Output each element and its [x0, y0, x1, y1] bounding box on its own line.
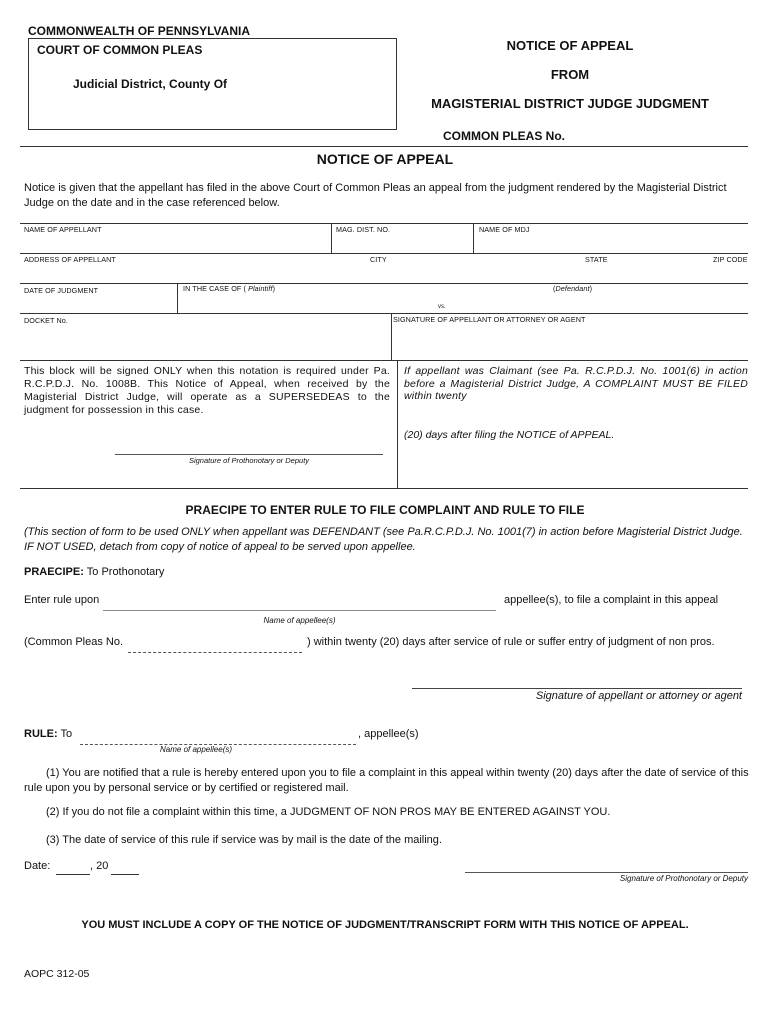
district-label: Judicial District, County Of	[73, 77, 228, 91]
table-divider	[473, 223, 474, 253]
defendant-label: Defendant	[555, 284, 590, 293]
praecipe-heading: PRAECIPE TO ENTER RULE TO FILE COMPLAINT AND RULE TO FILE	[185, 503, 585, 517]
supersedeas-text: This block will be signed ONLY when this notation is required under Pa. R.C.P.D.J. No. 1008B. This Notice of Appeal, when received by the Magisterial District Judge, will operate as a SUPERSEDEAS to the judgment for possession in this case.	[24, 365, 390, 416]
appellees-file-label: appellee(s), to file a complaint in this appeal	[504, 594, 719, 606]
common-pleas-number-line[interactable]	[128, 652, 302, 653]
address-of-appellant-field[interactable]: ADDRESS OF APPELLANT	[24, 255, 116, 264]
date-field-line[interactable]	[56, 874, 90, 875]
mag-dist-no-field[interactable]: MAG. DIST. NO.	[336, 225, 391, 234]
table-line	[20, 283, 748, 284]
in-the-case-of-field[interactable]	[183, 284, 275, 293]
plaintiff-label: Plaintiff	[248, 284, 273, 293]
appellant-signature-label: Signature of appellant or attorney or agent	[535, 690, 742, 702]
date-year-label: , 20	[90, 860, 109, 872]
prothonotary-signature-line-2[interactable]	[465, 872, 748, 873]
signature-appellant-field[interactable]: SIGNATURE OF APPELLANT OR ATTORNEY OR AGENT	[393, 315, 586, 324]
plaintiff-close-paren: )	[272, 284, 276, 293]
prothonotary-signature-label: Signature of Prothonotary or Deputy	[188, 456, 310, 465]
defendant-close-paren: )	[589, 284, 593, 293]
name-of-mdj-field[interactable]: NAME OF MDJ	[479, 225, 530, 234]
zip-code-field[interactable]: ZIP CODE	[713, 255, 748, 264]
rule-to: To	[60, 728, 73, 740]
in-the-case-of-label: IN THE CASE OF (	[183, 284, 246, 293]
table-divider	[177, 283, 178, 313]
name-of-appellees-label: Name of appellee(s)	[263, 616, 336, 625]
date-label: Date:	[24, 860, 51, 872]
table-divider	[331, 223, 332, 253]
prothonotary-signature-line[interactable]	[115, 454, 383, 455]
appellee-name-line[interactable]	[103, 610, 496, 611]
table-line	[20, 488, 748, 489]
table-line	[20, 313, 748, 314]
title-line-2: FROM	[550, 67, 590, 82]
defendant-field[interactable]	[553, 284, 592, 293]
date-year-field-line[interactable]	[111, 874, 139, 875]
form-id: AOPC 312-05	[24, 968, 90, 980]
rule-line	[24, 728, 72, 740]
court-box	[28, 38, 397, 130]
enter-rule-upon-label: Enter rule upon	[24, 594, 100, 606]
rule-item-2: (2) If you do not file a complaint within this time, a JUDGMENT OF NON PROS MAY BE ENTERED AGAINST YOU.	[46, 806, 611, 818]
common-pleas-no-label: COMMON PLEAS No.	[443, 129, 565, 143]
praecipe-note: (This section of form to be used ONLY when appellant was DEFENDANT (see Pa.R.C.P.D.J. No. 1001(7) in action before Magisterial District Judge. IF NOT USED, detach from copy of notice of appeal to be served upon appellee.	[24, 526, 743, 553]
commonwealth-label: COMMONWEALTH OF PENNSYLVANIA	[28, 24, 250, 38]
date-of-judgment-field[interactable]: DATE OF JUDGMENT	[24, 286, 99, 295]
vs-label: vs.	[438, 304, 446, 310]
rule-appellees-label: , appellee(s)	[358, 728, 419, 740]
notice-of-appeal-heading: NOTICE OF APPEAL	[316, 151, 454, 167]
table-line	[20, 223, 748, 224]
state-field[interactable]: STATE	[585, 255, 608, 264]
table-line	[20, 253, 748, 254]
table-divider	[391, 313, 392, 360]
rule-item-3: (3) The date of service of this rule if service was by mail is the date of the mailing.	[46, 834, 442, 846]
table-line	[20, 360, 748, 361]
common-pleas-open-label: (Common Pleas No.	[24, 636, 124, 648]
rule-item-1: (1) You are notified that a rule is hereby entered upon you to file a complaint in this appeal within twenty (20) days after the date of service of this rule upon you by personal service or by certified or registered mail.	[24, 767, 749, 794]
prothonotary-signature-label-2: Signature of Prothonotary or Deputy	[619, 874, 748, 883]
name-of-appellant-field[interactable]: NAME OF APPELLANT	[24, 225, 102, 234]
rule-label: RULE:	[24, 728, 58, 740]
copy-notice: YOU MUST INCLUDE A COPY OF THE NOTICE OF JUDGMENT/TRANSCRIPT FORM WITH THIS NOTICE OF APPEAL.	[81, 919, 689, 931]
claimant-notice-text-2: (20) days after filing the NOTICE of APPEAL.	[404, 429, 615, 441]
title-line-3: MAGISTERIAL DISTRICT JUDGE JUDGMENT	[431, 96, 709, 111]
within-twenty-label: ) within twenty (20) days after service of rule or suffer entry of judgment of non pros.	[307, 636, 715, 648]
appellant-signature-line[interactable]	[412, 688, 742, 689]
city-field[interactable]: CITY	[370, 255, 387, 264]
table-divider	[397, 360, 398, 488]
praecipe-line	[24, 566, 164, 578]
rule-name-of-appellees-label: Name of appellee(s)	[160, 745, 233, 754]
praecipe-label: PRAECIPE:	[24, 566, 84, 578]
notice-intro: Notice is given that the appellant has filed in the above Court of Common Pleas an appeal from the judgment rendered by the Magisterial District Judge on the date and in the case referenced below.	[24, 182, 727, 209]
title-line-1: NOTICE OF APPEAL	[506, 38, 634, 53]
docket-no-field[interactable]: DOCKET No.	[24, 316, 69, 325]
claimant-notice-text: If appellant was Claimant (see Pa. R.C.P.D.J. No. 1001(6) in action before a Magisterial District Judge, A COMPLAINT MUST BE FILED within twenty	[404, 365, 748, 402]
defendant-open-paren: (	[553, 284, 556, 293]
header-rule	[20, 146, 748, 147]
praecipe-to: To Prothonotary	[86, 566, 165, 578]
court-label: COURT OF COMMON PLEAS	[37, 43, 203, 57]
